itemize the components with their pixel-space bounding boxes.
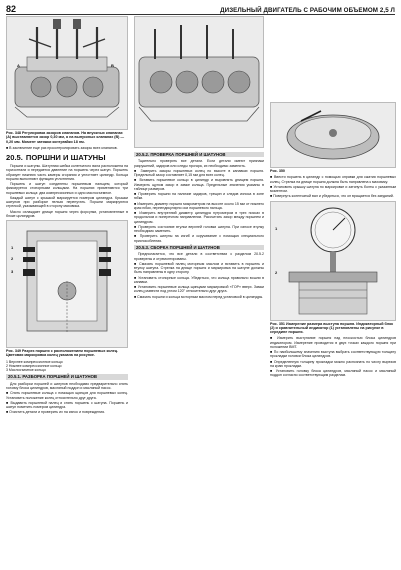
paragraph: ■ Выдавить поршневой палец и снять поршень с шатуна. Поршень и шатун пометить номером цилиндра. xyxy=(6,400,128,409)
legend-item: 1 Верхнее компрессионное кольцо xyxy=(6,359,63,364)
subsection-heading: 20.5.2. ПРОВЕРКА ПОРШНЕЙ И ШАТУНОВ xyxy=(134,152,264,157)
label-b: B xyxy=(111,63,114,68)
paragraph: Тщательно проверить все детали. Если детали имеют признаки разрушений, задиров или следы прогара, их необходимо заменить. xyxy=(134,159,264,168)
paragraph: ■ Вставить поршневое кольцо в цилиндр и выровнять днищем поршня. Измерить щупом зазор в замке кольца. Предельные значения указаны в таблице размеров. xyxy=(134,178,264,191)
paragraph: ■ Измерить внутренний диаметр цилиндра нутромером в трех поясах в продольном и поперечном направлении. Рассчитать зазор между поршнем и цилиндром. xyxy=(134,211,264,224)
label-2: 2 xyxy=(275,269,278,275)
paragraph: ■ Снять поршневые кольца с помощью щипцов для поршневых колец. Установить положение колец относительно друг друга. xyxy=(6,391,128,400)
paragraph: ■ Определенную толщину прокладки можно распознать по числу вырезов на краю прокладки. xyxy=(270,359,396,368)
piston-section-illustration xyxy=(7,221,127,345)
paragraph: Поршни и шатуны. Шатунная шейка коленчатого вала расположена на горизонтали и передается давление на поршень через шатун. Поршень образует нижнюю часть камеры сгорания и уплотняет цилиндр. Кольца поршня выполняют функцию уплотнения. xyxy=(6,164,128,181)
label-a: A xyxy=(17,63,20,68)
figure-349-caption: Рис. 349 Разрез поршня с расположением поршневых колец. Цветовая маркировка колец указана на рисунке. xyxy=(6,349,119,358)
paragraph: ■ Проверить состояние втулки верхней головки шатуна. При износе втулку необходимо заменить. xyxy=(134,224,264,234)
column-middle xyxy=(134,150,264,300)
subsection-heading: 20.5.3. СБОРКА ПОРШНЕЙ И ШАТУНОВ xyxy=(134,245,264,250)
figure-349 xyxy=(6,220,128,348)
paragraph: ■ Установить крышку шатуна по маркировке и затянуть болты с указанным моментом. xyxy=(270,184,396,194)
paragraph: Для разборки поршней и шатунов необходимо предварительно снять головку блока цилиндров, масляный поддон и масляный насос. xyxy=(6,381,128,390)
piston-ring-illustration xyxy=(271,103,395,165)
figure-348 xyxy=(6,16,128,130)
paragraph: ■ Установить поршневые кольца щипцами маркировкой «TOP» вверх. Замки колец развести под углом 120° относительно друг друга. xyxy=(134,285,264,294)
paragraph: Предполагается, что все детали в соответствии с разделом 20.5.2 проверены и отремонтированы. xyxy=(134,252,264,261)
paragraph: ■ Повернуть коленчатый вал и убедиться, что он вращается без заеданий. xyxy=(270,194,394,199)
legend-item: 2 Нижнее компрессионное кольцо xyxy=(6,363,62,368)
section-heading: 20.5. ПОРШНИ И ШАТУНЫ xyxy=(6,153,106,163)
figure-348-extension xyxy=(134,16,264,148)
figure-350-caption: Рис. 350 xyxy=(270,169,285,173)
figure-351 xyxy=(270,201,396,321)
label-1: 1 xyxy=(275,225,278,231)
paragraph: ■ Очистить детали и проверить их на износ и повреждения. xyxy=(6,410,105,415)
subsection-heading: 20.5.1. РАЗБОРКА ПОРШНЕЙ И ШАТУНОВ xyxy=(6,374,128,379)
legend-item: 3 Маслосъемное кольцо xyxy=(6,368,46,373)
figure-348-caption: Рис. 348 Регулировка зазоров клапанов. На впускных клапанах (А) выставляется зазор 0,30 мм, а на выпускных клапанах (В) — 0,20 мм. Момент затяжки контргайки 18 нм. xyxy=(6,131,125,144)
dial-indicator-illustration xyxy=(271,202,395,318)
paragraph: ■ По наибольшему значению выступа выбрать соответствующую толщину прокладки головки блока цилиндров. xyxy=(270,350,396,359)
paragraph: ■ Измерить диаметр поршня микрометром на высоте около 15 мм от нижнего края юбки, перпендикулярно оси поршневого пальца. xyxy=(134,201,264,210)
figure-350 xyxy=(270,102,396,168)
paragraph: ■ Смазать поршни и кольца моторным маслом перед установкой в цилиндры. xyxy=(134,294,264,299)
page-header xyxy=(6,2,395,15)
page-number: 82 xyxy=(6,4,17,14)
legend-list xyxy=(6,360,128,373)
paragraph: ■ Замерить зазоры поршневых колец по высоте в канавках поршня. Предельный зазор составляет 0,15 мм для всех колец. xyxy=(134,168,264,178)
paragraph: ■ Измерить выступание поршня над плоскостью блока цилиндров индикатором. Измерение проводится в двух точках каждого поршня при положении ВМТ. xyxy=(270,336,396,349)
paragraph: ■ Ввести поршень в цилиндр с помощью оправки для сжатия поршневых колец. Стрелка на днище поршня должна быть направлена к маховику. xyxy=(270,175,396,184)
running-title: ДИЗЕЛЬНЫЙ ДВИГАТЕЛЬ С РАБОЧИМ ОБЪЕМОМ 2,5 Л xyxy=(220,7,395,14)
label-3: 3 xyxy=(11,269,14,275)
paragraph: ■ Проверить поршни на наличие задиров, трещин и следов износа в зоне юбки. xyxy=(134,192,264,201)
label-2: 2 xyxy=(11,256,14,262)
label-1: 1 xyxy=(11,245,14,251)
column-middle-top xyxy=(134,16,264,146)
paragraph: ■ Установить стопорные кольца. Убедиться, что кольца правильно вошли в канавки. xyxy=(134,275,264,284)
paragraph: ■ Смазать поршневой палец моторным маслом и вставить в поршень и втулку шатуна. Стрелка на днище поршня и маркировка на шатуне должны быть направлены в одну сторону. xyxy=(134,261,264,275)
paragraph: Масло охлаждает днище поршня через форсунки, установленные в блоке цилиндров. xyxy=(6,209,128,218)
paragraph: ■ В заключение еще раз проконтролировать зазоры всех клапанов. xyxy=(6,145,118,150)
figure-351-caption: Рис. 351 Измерение размера выступа поршня. Индикаторный блок (2) и сравнительный индикатор (1) установлены на рисунке в середине поршня. xyxy=(270,321,394,335)
paragraph: Каждый шатун с крышкой маркируется номером цилиндра. Крышки шатунов при разборке нельзя перепутать. Поршни маркируются стрелкой, указывающей в сторону маховика. xyxy=(6,195,128,209)
column-right xyxy=(270,102,396,379)
cylinder-head-illustration xyxy=(135,17,263,145)
valve-adjustment-illustration xyxy=(7,17,127,127)
paragraph: ■ Установить головку блока цилиндров, масляный насос и масляный поддон согласно соответствующим разделам. xyxy=(270,369,396,378)
column-left xyxy=(6,16,128,416)
paragraph: Поршень и шатун соединены поршневым пальцем, который фиксируется стопорными кольцами. На поршнях применяются три поршневых кольца: два компрессионных и одно маслосъемное. xyxy=(6,182,128,195)
paragraph: ■ Проверить шатуны на изгиб и скручивание с помощью специального приспособления. xyxy=(134,234,264,243)
